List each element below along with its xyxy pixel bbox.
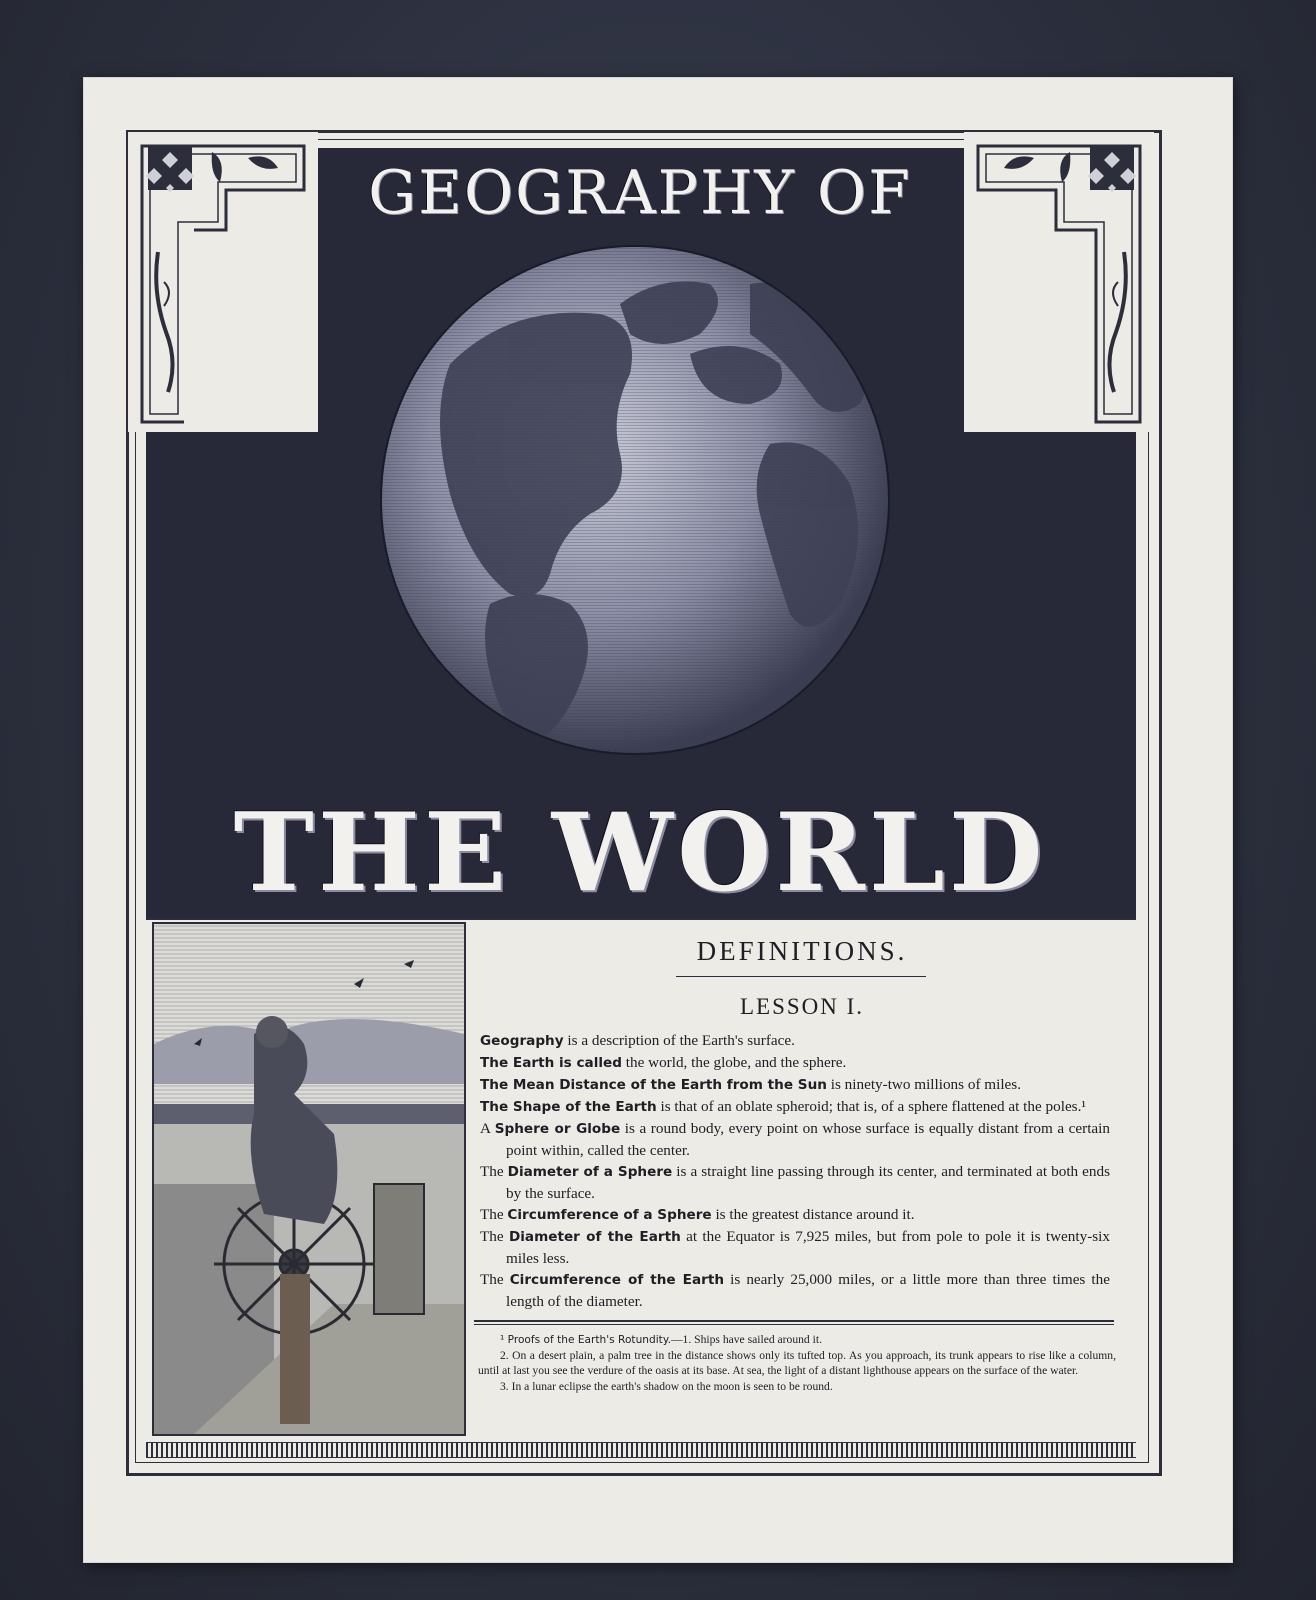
definition-item: Geography is a description of the Earth's surface. — [480, 1032, 795, 1049]
definition-item: A Sphere or Globe is a round body, every point on whose surface is equally distant from a certain point within, called the center. — [480, 1120, 1110, 1159]
lesson-heading: LESSON I. — [739, 994, 865, 1019]
definition-item: The Circumference of the Earth is nearly 25,000 miles, or a little more than three times the length of the diameter. — [480, 1271, 1110, 1310]
title-the-world: THE WORLD — [233, 790, 1047, 916]
globe-illustration — [370, 244, 900, 756]
footnote-rule — [474, 1324, 1114, 1325]
definition-item: The Circumference of a Sphere is the greatest distance around it. — [480, 1206, 915, 1223]
footnotes — [478, 1332, 1116, 1394]
definition-item: The Diameter of the Earth at the Equator is 7,925 miles, but from pole to pole it is twenty-six miles less. — [480, 1228, 1110, 1267]
definition-item: The Earth is called the world, the globe, and the sphere. — [480, 1054, 847, 1071]
corner-ornament-left — [128, 132, 318, 432]
helmsman-engraving — [152, 922, 466, 1436]
definition-list — [480, 1030, 1110, 1312]
footnote-3: 3. In a lunar eclipse the earth's shadow on the moon is seen to be round. — [500, 1379, 833, 1393]
definitions-panel — [468, 922, 1136, 1432]
title-geography-of: GEOGRAPHY OF — [368, 158, 912, 228]
footnote-1: ¹ Proofs of the Earth's Rotundity.—1. Ships have sailed around it. — [500, 1333, 822, 1346]
bottom-border-band — [146, 1442, 1136, 1458]
corner-ornament-right — [964, 132, 1154, 432]
footnote-rule — [474, 1320, 1114, 1322]
definition-item: The Shape of the Earth is that of an oblate spheroid; that is, of a sphere flattened at the poles.¹ — [480, 1098, 1086, 1115]
definition-item: The Mean Distance of the Earth from the Sun is ninety-two millions of miles. — [480, 1076, 1022, 1093]
definitions-heading: DEFINITIONS. — [696, 936, 908, 966]
heading-rule — [676, 976, 926, 977]
footnote-2: 2. On a desert plain, a palm tree in the distance shows only its tufted top. As you approach, its trunk appears to rise like a column, until at last you see the verdure of the oasis at its base. At sea, the light of a distant lighthouse appears on the surface of the water. — [478, 1349, 1116, 1378]
definition-item: The Diameter of a Sphere is a straight line passing through its center, and terminated at both ends by the surface. — [480, 1163, 1111, 1202]
